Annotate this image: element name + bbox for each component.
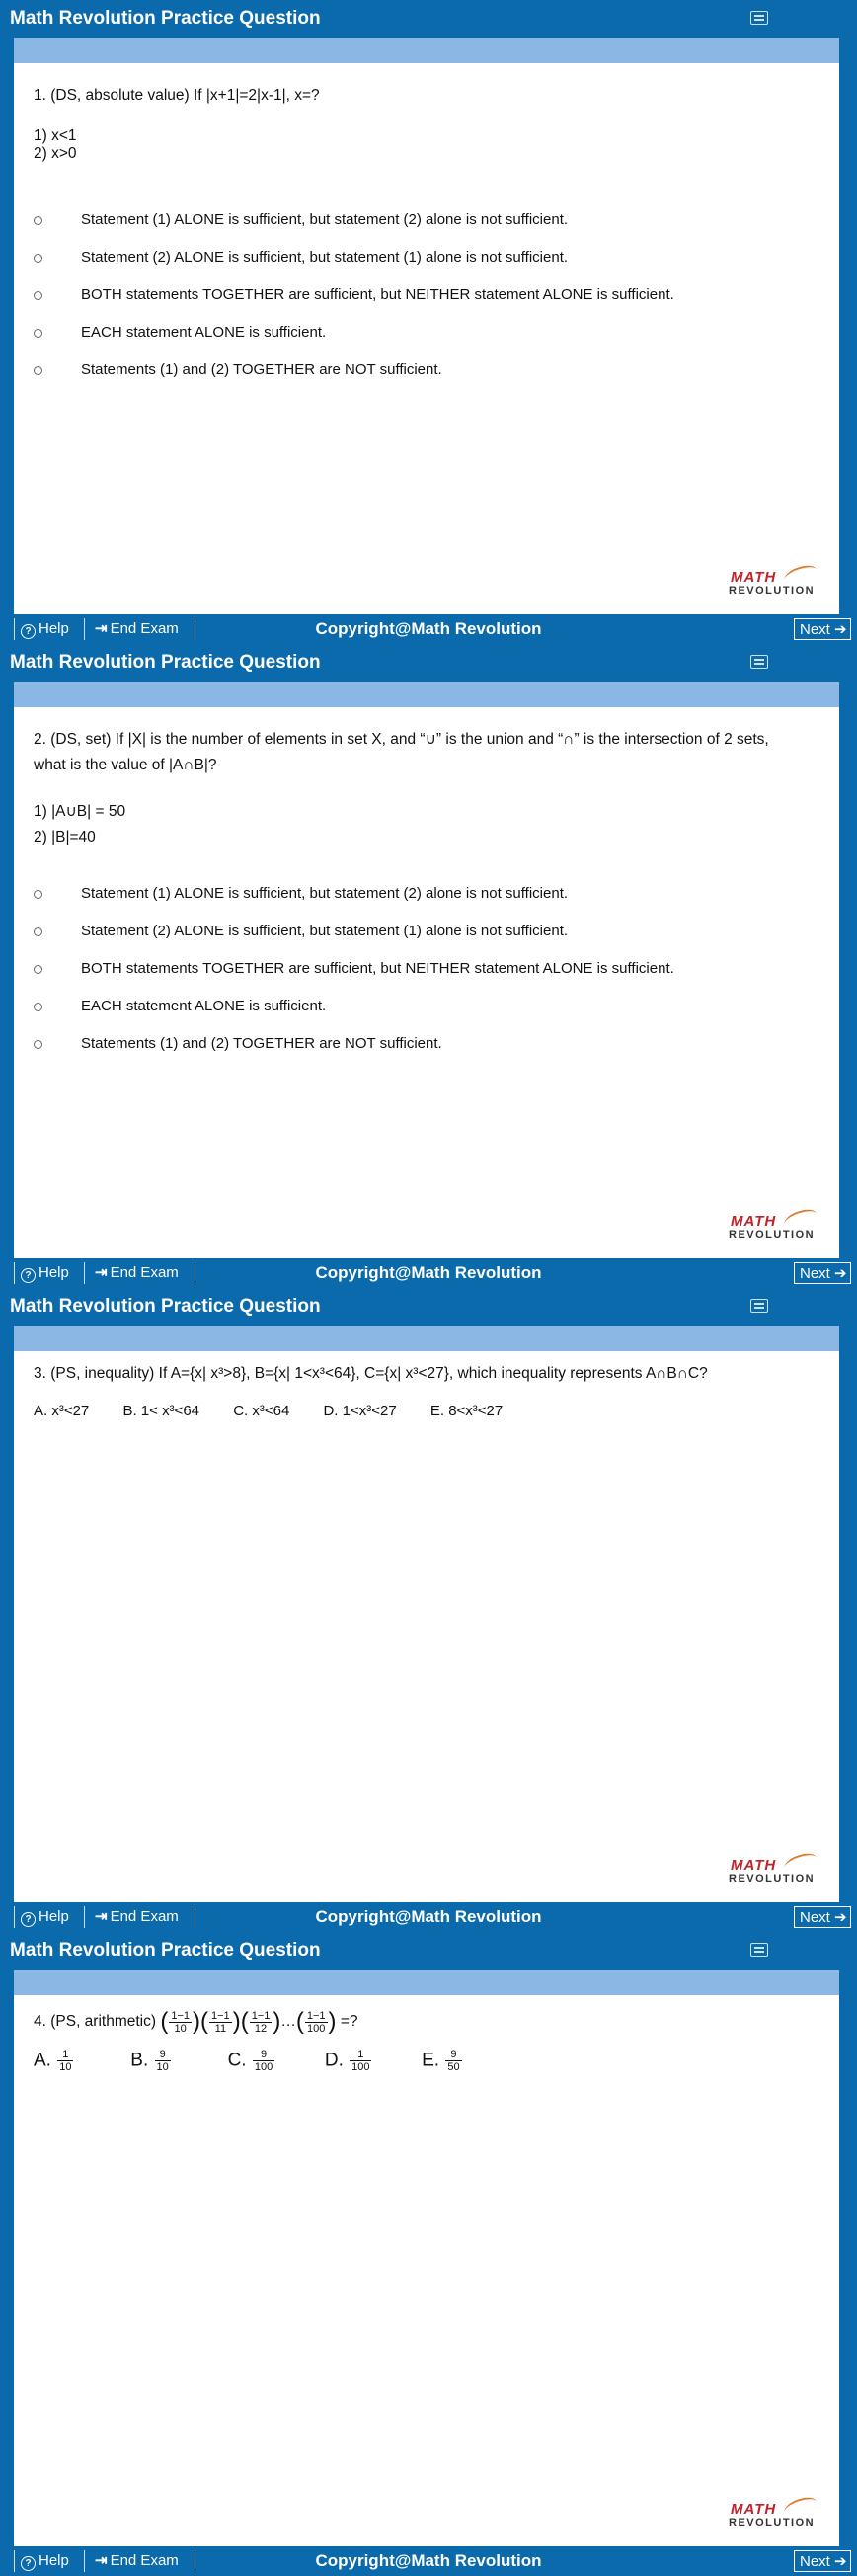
choice-fraction <box>445 2049 461 2073</box>
next-label: Next <box>800 1265 830 1282</box>
copyright-text: Copyright@Math Revolution <box>315 1907 542 1926</box>
footer-bar <box>0 2546 857 2576</box>
end-exam-label: End Exam <box>110 1908 179 1925</box>
window-title: Math Revolution Practice Question <box>10 1296 321 1317</box>
answer-label: BOTH statements TOGETHER are sufficient, but NEITHER statement ALONE is sufficient. <box>81 960 674 977</box>
exit-icon: ⇥ <box>95 1908 108 1925</box>
statement-2: 2) x>0 <box>34 145 77 162</box>
radio-button[interactable] <box>34 216 42 225</box>
radio-button[interactable] <box>34 1003 42 1011</box>
fraction-denominator: 11 <box>214 2022 227 2035</box>
next-label: Next <box>800 621 830 638</box>
exit-icon: ⇥ <box>95 2552 108 2569</box>
paren-open: ( <box>200 2008 209 2035</box>
statement-1: 1) x<1 <box>34 127 77 144</box>
choice-d[interactable] <box>325 2049 417 2073</box>
calculator-icon[interactable] <box>750 655 768 669</box>
fraction-denominator: 100 <box>307 2022 326 2035</box>
fraction-4 <box>305 2010 328 2035</box>
sub-toolbar <box>14 38 839 63</box>
window-title: Math Revolution Practice Question <box>10 1940 321 1961</box>
next-label: Next <box>800 1909 830 1926</box>
choice-a[interactable] <box>34 2049 125 2073</box>
fraction-denominator: 10 <box>59 2061 72 2073</box>
logo-text-revolution: REVOLUTION <box>729 1229 816 1241</box>
end-exam-button[interactable] <box>87 2550 195 2572</box>
logo-swoosh <box>782 1850 818 1876</box>
help-icon: ? <box>21 1912 36 1927</box>
statement-1: 1) |A∪B| = 50 <box>34 803 126 820</box>
help-icon: ? <box>21 624 36 639</box>
choice-e[interactable]: E. 8<x³<27 <box>429 1403 504 1419</box>
choice-fraction <box>57 2049 73 2073</box>
answer-choices <box>34 1403 532 1419</box>
radio-button[interactable] <box>34 1040 42 1049</box>
fraction-numerator: 9 <box>445 2049 461 2061</box>
help-icon: ? <box>21 2556 36 2571</box>
calculator-icon[interactable] <box>750 1943 768 1957</box>
copyright-text: Copyright@Math Revolution <box>315 2551 542 2570</box>
footer-bar <box>0 614 857 644</box>
help-icon: ? <box>21 1268 36 1283</box>
help-button[interactable] <box>14 1262 85 1284</box>
paren-open: ( <box>295 2008 304 2035</box>
help-label: Help <box>39 620 69 637</box>
copyright-text: Copyright@Math Revolution <box>315 1263 542 1282</box>
question-panel-1 <box>0 0 857 644</box>
answer-label: Statement (2) ALONE is sufficient, but statement (1) alone is not sufficient. <box>81 923 569 939</box>
choice-letter: E. <box>422 2050 440 2071</box>
window-title: Math Revolution Practice Question <box>10 8 321 29</box>
radio-button[interactable] <box>34 927 42 936</box>
answer-choices <box>34 2049 513 2073</box>
help-label: Help <box>39 2552 69 2569</box>
arrow-right-icon: ➔ <box>834 1909 847 1926</box>
radio-button[interactable] <box>34 366 42 375</box>
end-exam-button[interactable] <box>87 1906 195 1928</box>
title-bar <box>0 1932 857 1970</box>
paren-close: ) <box>193 2008 201 2035</box>
exit-icon: ⇥ <box>95 1264 108 1281</box>
end-exam-button[interactable] <box>87 1262 195 1284</box>
answer-label: Statement (1) ALONE is sufficient, but statement (2) alone is not sufficient. <box>81 211 569 228</box>
choice-letter: C. <box>227 2050 247 2071</box>
fraction-2 <box>209 2010 232 2035</box>
answer-label: Statement (2) ALONE is sufficient, but statement (1) alone is not sufficient. <box>81 249 569 266</box>
logo-swoosh <box>782 2494 818 2520</box>
answer-option-d[interactable] <box>34 998 823 1019</box>
choice-c[interactable]: C. x³<64 <box>233 1403 290 1419</box>
answer-label: BOTH statements TOGETHER are sufficient, but NEITHER statement ALONE is sufficient. <box>81 286 674 303</box>
end-exam-button[interactable] <box>87 618 195 640</box>
paren-close: ) <box>232 2008 241 2035</box>
choice-d[interactable]: D. 1<x³<27 <box>323 1403 397 1419</box>
fraction-numerator: 1 <box>350 2049 371 2061</box>
radio-button[interactable] <box>34 291 42 300</box>
arrow-right-icon: ➔ <box>834 1265 847 1282</box>
logo-text-math: MATH <box>731 1857 777 1874</box>
next-button[interactable] <box>794 2550 851 2572</box>
logo-swoosh <box>782 562 818 588</box>
question-content <box>14 1351 839 1902</box>
next-button[interactable] <box>794 618 851 640</box>
choice-b[interactable]: B. 1< x³<64 <box>122 1403 200 1419</box>
choice-a[interactable]: A. x³<27 <box>34 1403 90 1419</box>
answer-option-b[interactable] <box>34 249 823 271</box>
choice-e[interactable] <box>422 2049 513 2073</box>
answer-option-e[interactable] <box>34 1035 823 1057</box>
next-button[interactable] <box>794 1906 851 1928</box>
fraction-numerator: 1−1 <box>251 2009 271 2022</box>
question-suffix: =? <box>340 2013 358 2031</box>
logo-text-math: MATH <box>731 1213 777 1230</box>
footer-bar <box>0 1902 857 1932</box>
paren-close: ) <box>273 2008 281 2035</box>
choice-letter: B. <box>130 2050 149 2071</box>
help-label: Help <box>39 1264 69 1281</box>
help-button[interactable] <box>14 1906 85 1928</box>
fraction-denominator: 10 <box>156 2061 169 2073</box>
math-revolution-logo <box>727 2499 825 2533</box>
fraction-denominator: 100 <box>254 2061 273 2073</box>
footer-bar <box>0 1258 857 1288</box>
fraction-numerator: 1 <box>57 2049 73 2061</box>
ellipsis: … <box>280 2013 296 2031</box>
question-content <box>14 1995 839 2546</box>
question-content <box>14 63 839 614</box>
question-stem: 3. (PS, inequality) If A={x| x³>8}, B={x| 1<x³<64}, C={x| x³<27}, which inequality represents A∩B∩C? <box>34 1365 708 1382</box>
fraction-denominator: 50 <box>447 2061 460 2073</box>
choice-fraction <box>155 2049 171 2073</box>
choice-c[interactable] <box>228 2049 320 2073</box>
help-button[interactable] <box>14 2550 85 2572</box>
question-content <box>14 707 839 1258</box>
answer-option-e[interactable] <box>34 362 823 383</box>
choice-fraction <box>253 2049 274 2073</box>
sub-toolbar <box>14 1326 839 1351</box>
window-title: Math Revolution Practice Question <box>10 652 321 673</box>
answer-option-a[interactable] <box>34 885 823 907</box>
title-bar <box>0 1288 857 1326</box>
math-revolution-logo <box>727 1855 825 1889</box>
logo-text-revolution: REVOLUTION <box>729 1873 816 1885</box>
logo-text-revolution: REVOLUTION <box>729 585 816 597</box>
math-revolution-logo <box>727 567 825 601</box>
calculator-icon[interactable] <box>750 11 768 25</box>
end-exam-label: End Exam <box>110 2552 179 2569</box>
fraction-denominator: 100 <box>351 2061 370 2073</box>
statement-2: 2) |B|=40 <box>34 829 96 845</box>
fraction-denominator: 12 <box>254 2022 268 2035</box>
fraction-numerator: 9 <box>155 2049 171 2061</box>
logo-text-math: MATH <box>731 2501 777 2518</box>
help-label: Help <box>39 1908 69 1925</box>
arrow-right-icon: ➔ <box>834 621 847 638</box>
answer-label: EACH statement ALONE is sufficient. <box>81 998 327 1014</box>
title-bar <box>0 644 857 682</box>
question-stem-line-2: what is the value of |A∩B|? <box>34 757 217 773</box>
radio-button[interactable] <box>34 329 42 338</box>
arrow-right-icon: ➔ <box>834 2553 847 2570</box>
question-panel-4 <box>0 1932 857 2576</box>
radio-button[interactable] <box>34 965 42 974</box>
radio-button[interactable] <box>34 254 42 263</box>
logo-text-math: MATH <box>731 569 777 586</box>
next-label: Next <box>800 2553 830 2570</box>
sub-toolbar <box>14 682 839 707</box>
copyright-text: Copyright@Math Revolution <box>315 619 542 638</box>
answer-label: EACH statement ALONE is sufficient. <box>81 324 327 341</box>
answer-option-c[interactable] <box>34 960 823 982</box>
calculator-icon[interactable] <box>750 1299 768 1313</box>
fraction-numerator: 1−1 <box>306 2009 326 2022</box>
fraction-numerator: 1−1 <box>211 2009 230 2022</box>
answer-label: Statements (1) and (2) TOGETHER are NOT sufficient. <box>81 362 442 378</box>
answer-option-c[interactable] <box>34 286 823 308</box>
sub-toolbar <box>14 1970 839 1995</box>
answer-option-b[interactable] <box>34 923 823 944</box>
question-prefix: 4. (PS, arithmetic) <box>34 2013 157 2031</box>
answer-option-d[interactable] <box>34 324 823 346</box>
choice-letter: D. <box>324 2050 344 2071</box>
question-stem-line-1: 2. (DS, set) If |X| is the number of elements in set X, and “∪” is the union and “∩” is the intersection of 2 sets, <box>34 731 769 748</box>
end-exam-label: End Exam <box>110 1264 179 1281</box>
fraction-numerator: 1−1 <box>171 2009 191 2022</box>
math-revolution-logo <box>727 1211 825 1245</box>
title-bar <box>0 0 857 38</box>
fraction-3 <box>250 2010 273 2035</box>
question-stem <box>34 2007 358 2037</box>
next-button[interactable] <box>794 1262 851 1284</box>
answer-option-a[interactable] <box>34 211 823 233</box>
answer-label: Statements (1) and (2) TOGETHER are NOT sufficient. <box>81 1035 442 1052</box>
question-panel-2 <box>0 644 857 1288</box>
fraction-numerator: 9 <box>253 2049 274 2061</box>
radio-button[interactable] <box>34 890 42 899</box>
help-button[interactable] <box>14 618 85 640</box>
paren-close: ) <box>328 2008 337 2035</box>
choice-fraction <box>350 2049 371 2073</box>
logo-text-revolution: REVOLUTION <box>729 2517 816 2529</box>
question-panel-3 <box>0 1288 857 1932</box>
choice-b[interactable] <box>130 2049 222 2073</box>
choice-letter: A. <box>34 2050 51 2071</box>
question-stem: 1. (DS, absolute value) If |x+1|=2|x-1|, x=? <box>34 87 320 104</box>
paren-open: ( <box>240 2008 249 2035</box>
fraction-denominator: 10 <box>174 2022 187 2035</box>
exit-icon: ⇥ <box>95 620 108 637</box>
paren-open: ( <box>160 2008 169 2035</box>
end-exam-label: End Exam <box>110 620 179 637</box>
fraction-1 <box>169 2010 192 2035</box>
logo-swoosh <box>782 1206 818 1232</box>
answer-label: Statement (1) ALONE is sufficient, but statement (2) alone is not sufficient. <box>81 885 569 902</box>
